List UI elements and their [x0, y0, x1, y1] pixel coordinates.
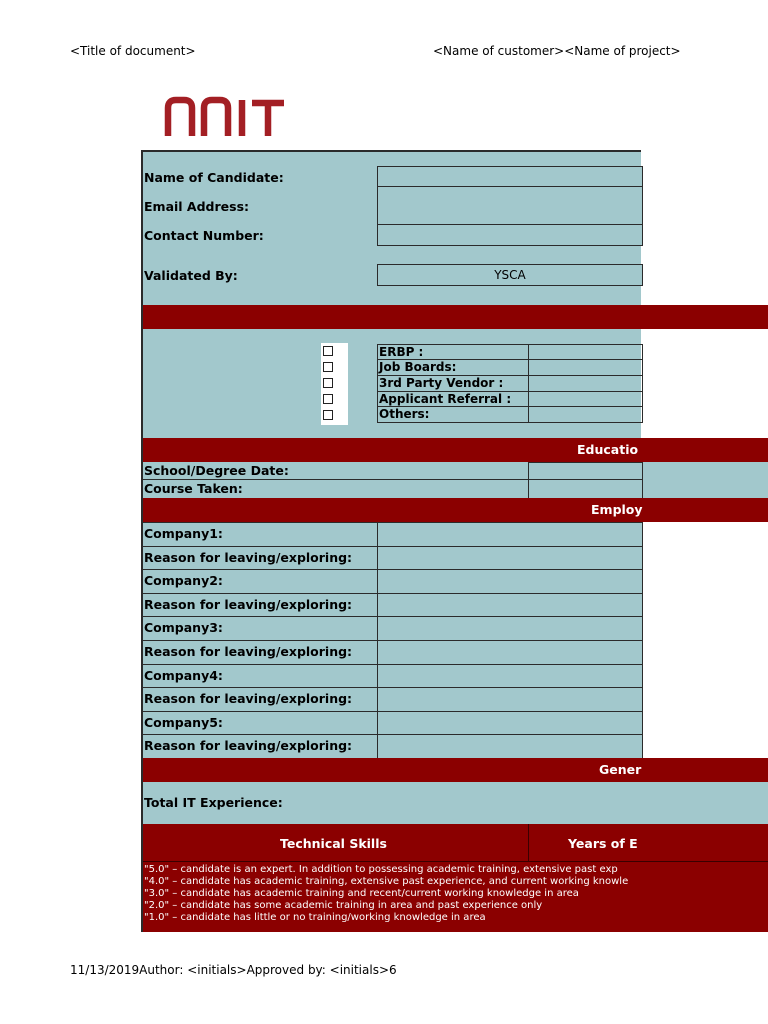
referral-field[interactable] [528, 391, 643, 407]
job-boards-field[interactable] [528, 359, 643, 376]
school-label: School/Degree Date: [144, 463, 289, 478]
employment-row-line [143, 664, 379, 665]
legend-5: "5.0" – candidate is an expert. In addition to possessing academic training, extensive past exp [144, 864, 618, 875]
name-label: Name of Candidate: [144, 170, 284, 185]
erbp-field[interactable] [528, 344, 643, 360]
vendor-field[interactable] [528, 375, 643, 392]
source-job-boards: Job Boards: [379, 360, 457, 374]
company-field[interactable] [377, 616, 643, 641]
employment-row-line [143, 687, 379, 688]
company-label: Company1: [144, 526, 223, 541]
email-field[interactable] [377, 186, 643, 225]
source-others: Others: [379, 407, 430, 421]
company-field[interactable] [377, 664, 643, 689]
reason-field[interactable] [377, 593, 643, 618]
reason-label: Reason for leaving/exploring: [144, 597, 353, 612]
validated-field[interactable] [377, 264, 643, 286]
reason-label: Reason for leaving/exploring: [144, 691, 353, 706]
name-field[interactable] [377, 166, 643, 187]
reason-label: Reason for leaving/exploring: [144, 644, 353, 659]
company-label: Company2: [144, 573, 223, 588]
checkbox-erbp[interactable] [323, 346, 333, 356]
contact-field[interactable] [377, 224, 643, 246]
reason-label: Reason for leaving/exploring: [144, 738, 353, 753]
employment-row-line [143, 569, 379, 570]
source-erbp: ERBP : [379, 345, 424, 359]
checkbox-job-boards[interactable] [323, 362, 333, 372]
checkbox-others[interactable] [323, 410, 333, 420]
employment-row-line [143, 734, 379, 735]
education-header [143, 438, 768, 462]
course-field[interactable] [528, 479, 643, 498]
validated-value: YSCA [494, 268, 526, 282]
company-field[interactable] [377, 711, 643, 736]
school-field[interactable] [528, 462, 643, 480]
years-experience-header: Years of E [568, 836, 638, 851]
nnit-logo [164, 94, 286, 138]
validated-label: Validated By: [144, 268, 238, 283]
email-label: Email Address: [144, 199, 250, 214]
skills-divider [528, 824, 529, 862]
document-title: <Title of document> [70, 44, 196, 58]
employment-row-line [143, 546, 379, 547]
source-vendor: 3rd Party Vendor : [379, 376, 504, 390]
contact-label: Contact Number: [144, 228, 264, 243]
reason-field[interactable] [377, 734, 643, 759]
reason-field[interactable] [377, 546, 643, 571]
skills-header-line [143, 861, 768, 862]
customer-project: <Name of customer><Name of project> [433, 44, 681, 58]
course-label: Course Taken: [144, 481, 243, 496]
general-header [143, 758, 768, 782]
footer: 11/13/2019Author: <initials>Approved by: <initials>6 [70, 963, 397, 977]
legend-2: "2.0" – candidate has some academic training in area and past experience only [144, 900, 543, 911]
reason-field[interactable] [377, 687, 643, 712]
employment-row-line [143, 640, 379, 641]
others-field[interactable] [528, 406, 643, 423]
employment-row-line [143, 616, 379, 617]
general-title: Gener [599, 762, 642, 777]
employment-row-line [143, 711, 379, 712]
education-title: Educatio [577, 442, 639, 457]
candidate-form [141, 150, 768, 932]
company-field[interactable] [377, 522, 643, 547]
employment-title: Employ [591, 502, 643, 517]
company-label: Company4: [144, 668, 223, 683]
source-referral: Applicant Referral : [379, 392, 512, 406]
company-field[interactable] [377, 569, 643, 594]
reason-field[interactable] [377, 640, 643, 665]
checkbox-vendor[interactable] [323, 378, 333, 388]
total-it-field[interactable] [377, 782, 643, 824]
company-label: Company5: [144, 715, 223, 730]
employment-row-line [143, 522, 379, 523]
source-section-header [143, 305, 768, 329]
employment-row-line [143, 593, 379, 594]
company-label: Company3: [144, 620, 223, 635]
legend-4: "4.0" – candidate has academic training, extensive past experience, and current working knowle [144, 876, 629, 887]
total-it-label: Total IT Experience: [144, 795, 283, 810]
employment-header [143, 498, 768, 522]
checkbox-referral[interactable] [323, 394, 333, 404]
legend-1: "1.0" – candidate has little or no training/working knowledge in area [144, 912, 486, 923]
reason-label: Reason for leaving/exploring: [144, 550, 353, 565]
legend-3: "3.0" – candidate has academic training and recent/current working knowledge in area [144, 888, 579, 899]
technical-skills-header: Technical Skills [280, 836, 387, 851]
